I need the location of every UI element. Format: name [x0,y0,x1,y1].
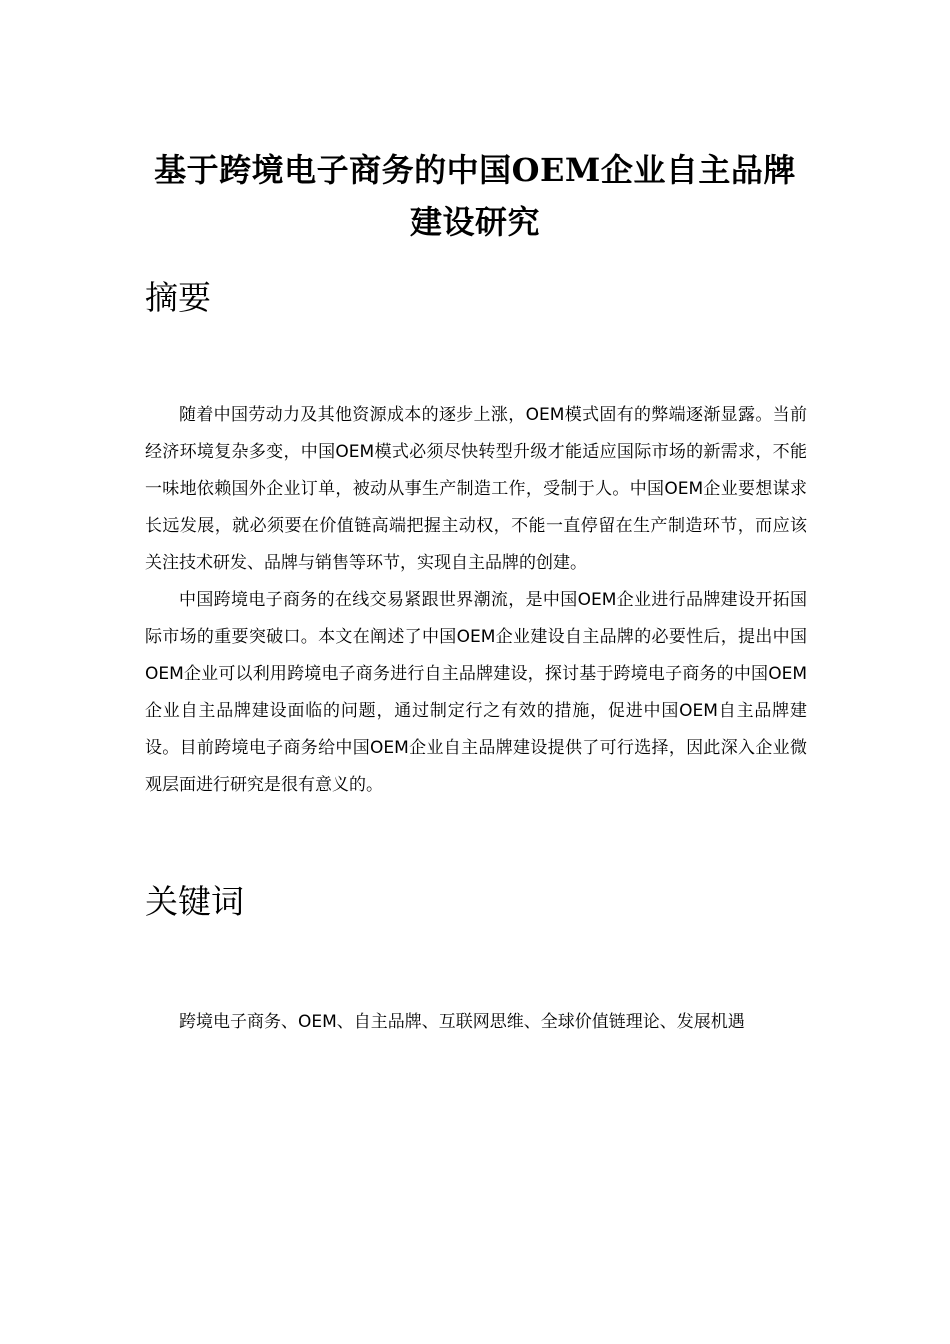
keywords-heading: 关键词 [145,882,244,921]
keywords-body [145,1004,807,1041]
abstract-body [145,397,807,804]
abstract-heading: 摘要 [145,278,211,317]
keywords-text: 跨境电子商务、OEM、自主品牌、互联网思维、全球价值链理论、发展机遇 [179,1012,745,1032]
document-title: 基于跨境电子商务的中国OEM企业自主品牌建设研究 [154,151,796,241]
abstract-paragraph-1: 随着中国劳动力及其他资源成本的逐步上涨，OEM模式固有的弊端逐渐显露。当前经济环境复杂多变，中国OEM模式必须尽快转型升级才能适应国际市场的新需求，不能一味地依赖国外企业订单，被动从事生产制造工作，受制于人。中国OEM企业要想谋求长远发展，就必须要在价值链高端把握主动权，不能一直停留在生产制造环节，而应该关注技术研发、品牌与销售等环节，实现自主品牌的创建。 [145,405,807,573]
abstract-paragraph-2: 中国跨境电子商务的在线交易紧跟世界潮流，是中国OEM企业进行品牌建设开拓国际市场的重要突破口。本文在阐述了中国OEM企业建设自主品牌的必要性后，提出中国OEM企业可以利用跨境电子商务进行自主品牌建设，探讨基于跨境电子商务的中国OEM企业自主品牌建设面临的问题，通过制定行之有效的措施，促进中国OEM自主品牌建设。目前跨境电子商务给中国OEM企业自主品牌建设提供了可行选择，因此深入企业微观层面进行研究是很有意义的。 [145,590,807,795]
